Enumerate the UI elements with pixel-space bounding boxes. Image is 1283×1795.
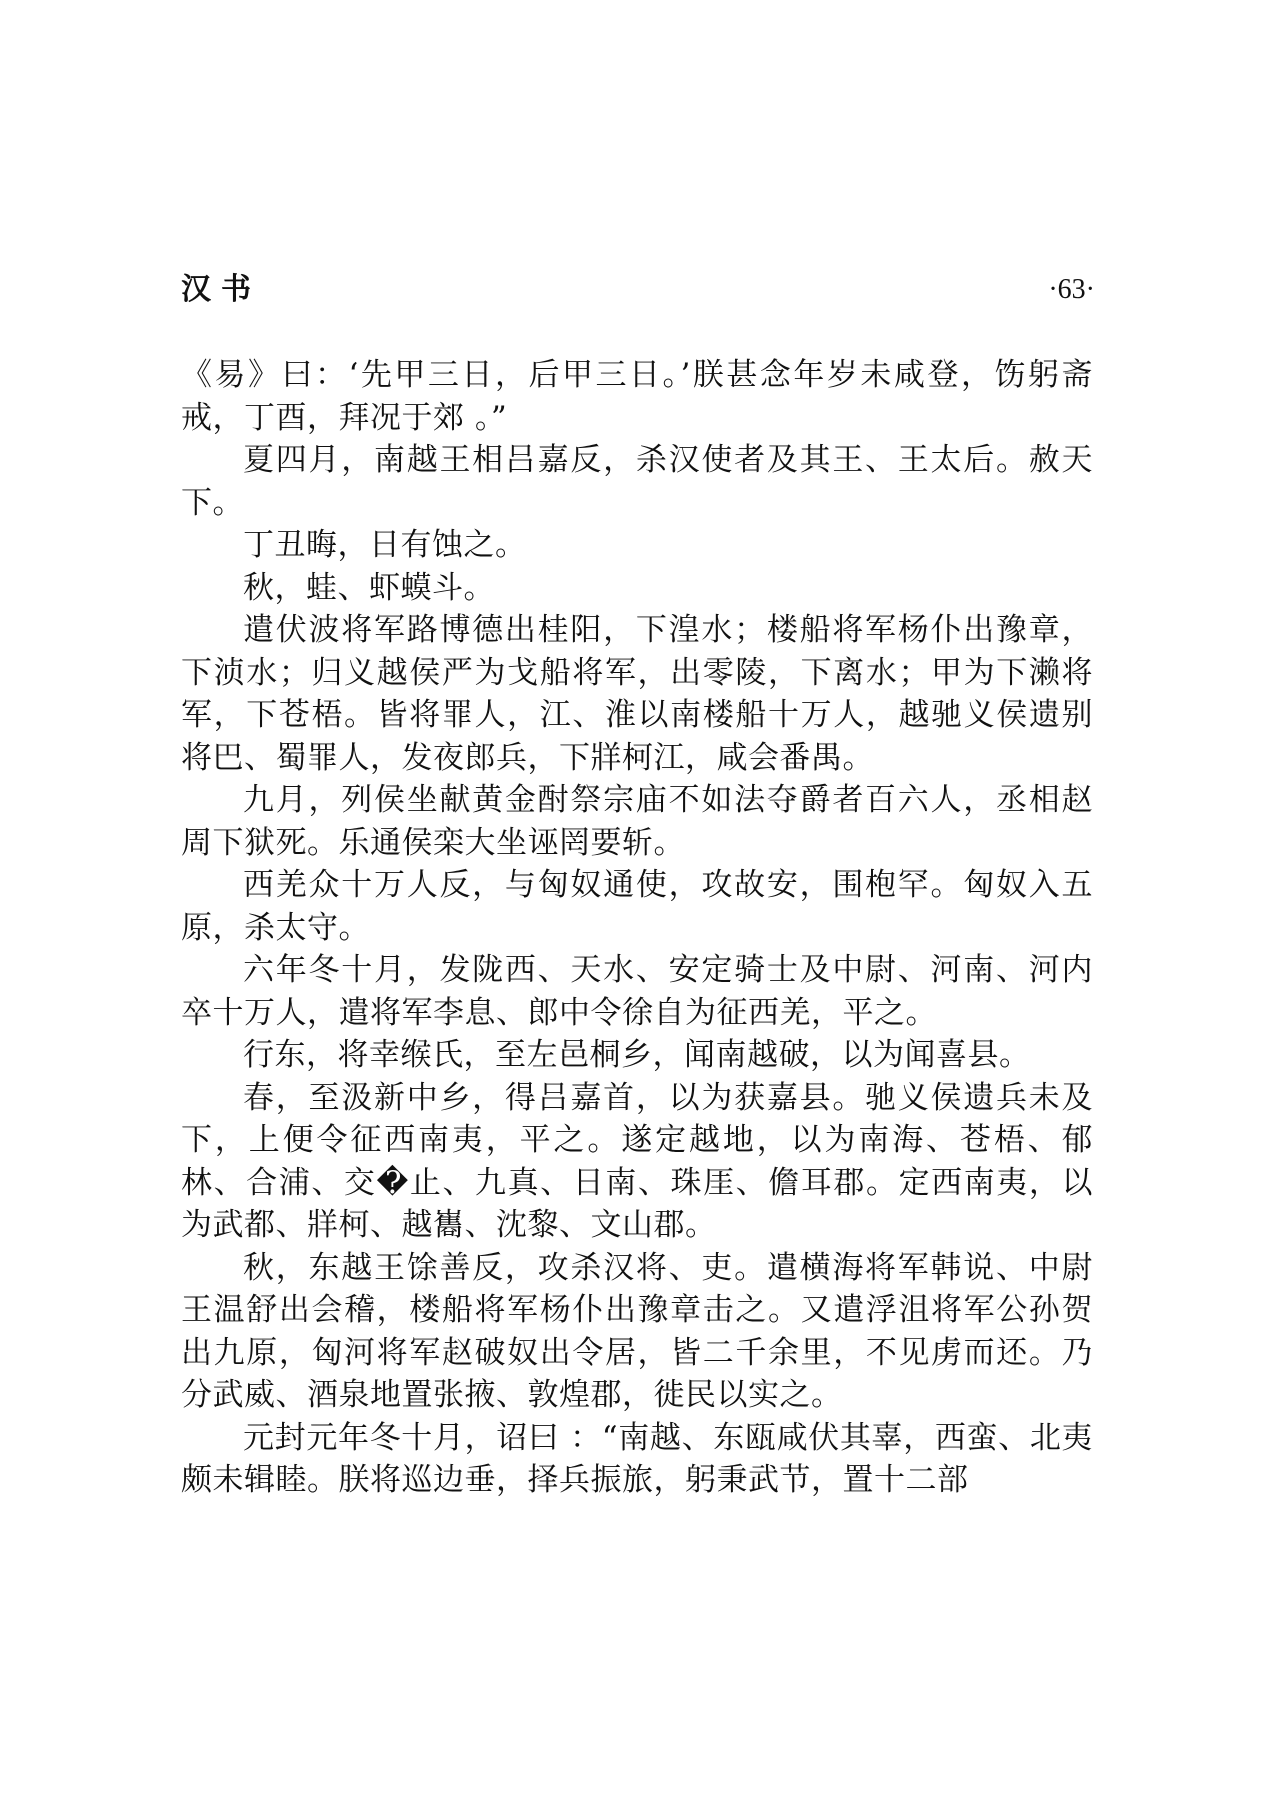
paragraph: 春，至汲新中乡，得吕嘉首，以为获嘉县。驰义侯遗兵未及下，上便令征西南夷，平之。遂定越地，以为南海、苍梧、郁林、合浦、交�止、九真、日南、珠厓、儋耳郡。定西南夷，以为武都、牂柯、越巂、沈黎、文山郡。 <box>181 1079 1093 1243</box>
paragraph: 西羌众十万人反，与匈奴通使，攻故安，围枹罕。匈奴入五原，杀太守。 <box>181 867 1093 946</box>
page-number: ·63· <box>1048 274 1095 305</box>
page-header <box>181 268 1095 312</box>
book-title: 汉书 <box>181 272 261 307</box>
paragraph: 秋，蛙、虾蟆斗。 <box>243 569 495 606</box>
paragraph: 秋，东越王馀善反，攻杀汉将、吏。遣横海将军韩说、中尉王温舒出会稽，楼船将军杨仆出豫章击之。又遣浮沮将军公孙贺出九原，匈河将军赵破奴出令居，皆二千余里，不见虏而还。乃分武威、酒泉地置张掖、敦煌郡，徙民以实之。 <box>181 1249 1093 1413</box>
paragraph: 遣伏波将军路博德出桂阳，下湟水；楼船将军杨仆出豫章，下浈水；归义越侯严为戈船将军，出零陵，下离水；甲为下濑将军，下苍梧。皆将罪人，江、淮以南楼船十万人，越驰义侯遗别将巴、蜀罪人，发夜郎兵，下牂柯江，咸会番禺。 <box>181 612 1093 776</box>
paragraph: 丁丑晦，日有蚀之。 <box>243 527 527 563</box>
body-text <box>181 354 1093 1502</box>
paragraph: 六年冬十月，发陇西、天水、安定骑士及中尉、河南、河内卒十万人，遣将军李息、郎中令徐自为征西羌，平之。 <box>181 952 1093 1031</box>
paragraph: 元封元年冬十月，诏曰 ：“南越、东瓯咸伏其辜，西蛮、北夷颇未辑睦。朕将巡边垂，择兵振旅，躬秉武节，置十二部 <box>181 1419 1093 1498</box>
paragraph: 行东，将幸缑氏，至左邑桐乡，闻南越破，以为闻喜县。 <box>243 1037 1031 1073</box>
paragraph: 夏四月，南越王相吕嘉反，杀汉使者及其王、王太后。赦天下。 <box>181 442 1093 521</box>
paragraph: 《易》曰：‘先甲三日，后甲三日。’朕甚念年岁未咸登，饬躬斋戒，丁酉，拜况于郊 。” <box>181 357 1093 436</box>
paragraph: 九月，列侯坐献黄金酎祭宗庙不如法夺爵者百六人，丞相赵周下狱死。乐通侯栾大坐诬罔要斩。 <box>181 782 1093 861</box>
